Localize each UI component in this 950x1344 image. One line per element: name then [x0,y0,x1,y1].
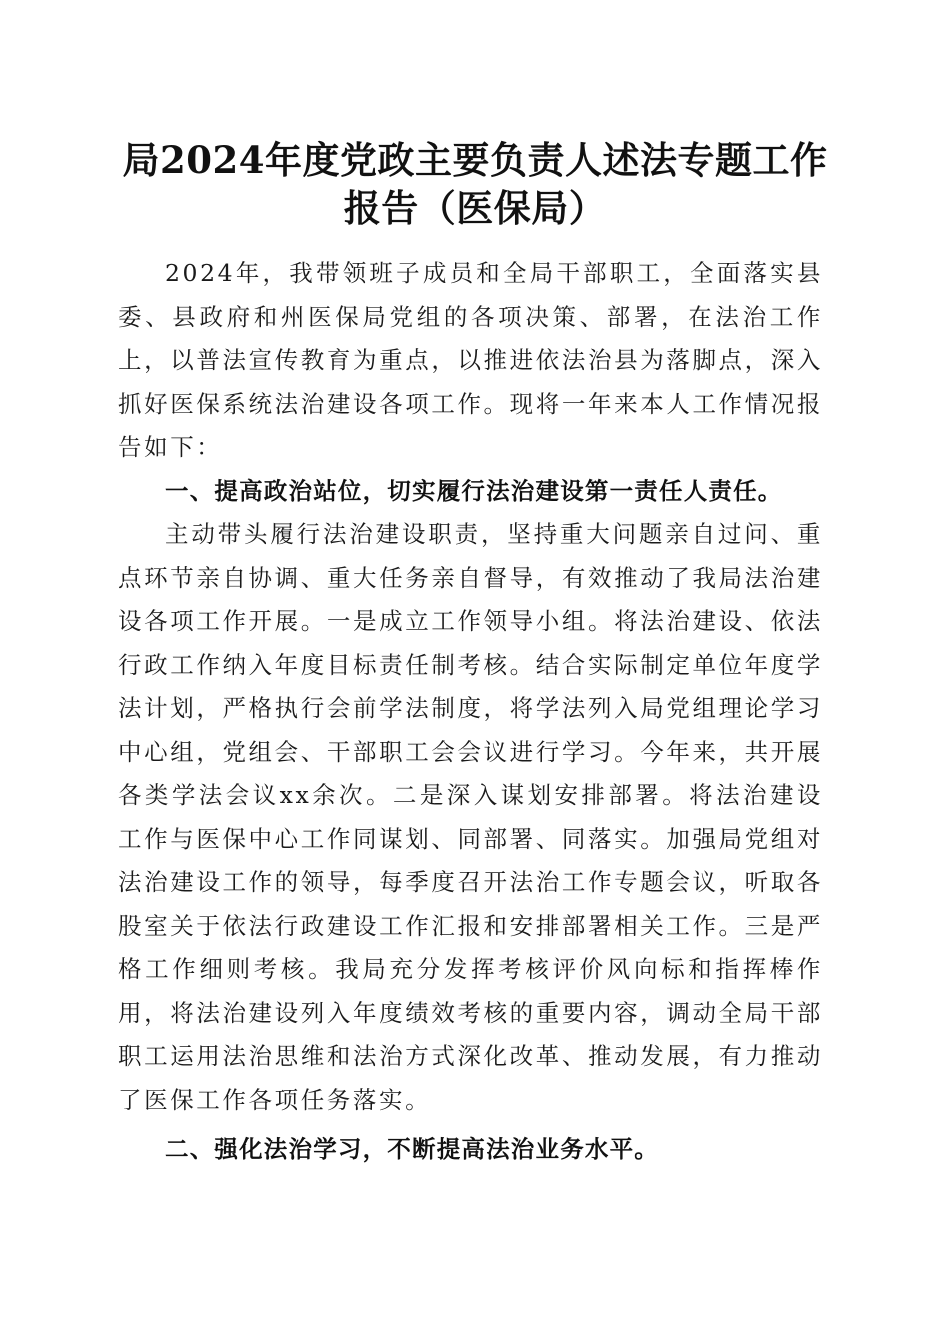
document-body [118,252,823,1172]
section-heading-2: 二、强化法治学习，不断提高法治业务水平。 [165,1135,659,1163]
section-heading-1: 一、提高政治站位，切实履行法治建设第一责任人责任。 [165,476,783,505]
intro-paragraph: 2024年，我带领班子成员和全局干部职工，全面落实县委、县政府和州医保局党组的各项决策、部署，在法治工作上，以普法宣传教育为重点，以推进依法治县为落脚点，深入抓好医保系统法治建设各项工作。现将一年来本人工作情况报告如下： [118,259,823,461]
section-body-1: 主动带头履行法治建设职责，坚持重大问题亲自过问、重点环节亲自协调、重大任务亲自督导，有效推动了我局法治建设各项工作开展。一是成立工作领导小组。将法治建设、依法行政工作纳入年度目标责任制考核。结合实际制定单位年度学法计划，严格执行会前学法制度，将学法列入局党组理论学习中心组，党组会、干部职工会会议进行学习。今年来，共开展各类学法会议xx余次。二是深入谋划安排部署。将法治建设工作与医保中心工作同谋划、同部署、同落实。加强局党组对法治建设工作的领导，每季度召开法治工作专题会议，听取各股室关于依法行政建设工作汇报和安排部署相关工作。三是严格工作细则考核。我局充分发挥考核评价风向标和指挥棒作用，将法治建设列入年度绩效考核的重要内容，调动全局干部职工运用法治思维和法治方式深化改革、推动发展，有力推动了医保工作各项任务落实。 [118,520,823,1114]
document-title: 局2024年度党政主要负责人述法专题工作报告（医保局） [122,138,828,230]
